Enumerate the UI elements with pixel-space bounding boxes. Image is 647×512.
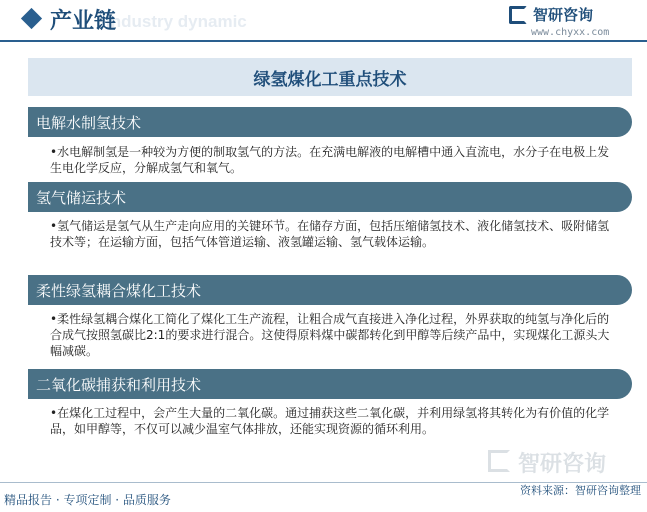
watermark-logo <box>488 447 638 477</box>
footer-source: 资料来源：智研咨询整理 <box>520 484 641 497</box>
brand-logo[interactable] <box>509 4 629 40</box>
section-text-electrolysis: •水电解制氢是一种较为方便的制取氢气的方法。在充满电解液的电解槽中通入直流电，水分子在电极上发生电化学反应，分解成氢气和氧气。 <box>50 145 610 175</box>
header-ghost-text: Industry dynamic <box>106 12 247 31</box>
section-text-storage: •氢气储运是氢气从生产走向应用的关键环节。在储存方面，包括压缩储氢技术、液化储氢技术、吸附储氢技术等；在运输方面，包括气体管道运输、液氢罐运输、氢气载体运输。 <box>50 219 610 249</box>
section-text-ccu: •在煤化工过程中，会产生大量的二氧化碳。通过捕获这些二氧化碳，并利用绿氢将其转化为有价值的化学品，如甲醇等，不仅可以减少温室气体排放，还能实现资源的循环利用。 <box>50 406 610 436</box>
page-header <box>0 0 647 44</box>
logo-name: 智研咨询 <box>533 6 594 24</box>
page-footer <box>0 482 647 512</box>
logo-url[interactable]: www.chyxx.com <box>531 27 610 38</box>
section-heading-label: 柔性绿氢耦合煤化工技术 <box>36 281 202 300</box>
header-divider <box>0 40 647 42</box>
footer-slogan: 精品报告 · 专项定制 · 品质服务 <box>4 493 171 507</box>
diamond-icon <box>21 8 42 29</box>
section-heading-label: 氢气储运技术 <box>36 188 127 207</box>
content-title-banner <box>28 58 632 96</box>
section-text-coupling: •柔性绿氢耦合煤化工简化了煤化工生产流程，让粗合成气直接进入净化过程，外界获取的纯氢与净化后的合成气按照氢碳比2:1的要求进行混合。这使得原料煤中碳都转化到甲醇等后续产品中，实现煤化工源头大幅减碳。 <box>50 312 610 358</box>
watermark-icon <box>488 450 510 472</box>
logo-icon <box>509 6 527 24</box>
section-heading-storage <box>28 182 632 212</box>
content-title: 绿氢煤化工重点技术 <box>253 69 407 90</box>
watermark-text: 智研咨询 <box>518 452 607 477</box>
section-heading-electrolysis <box>28 107 632 137</box>
section-heading-ccu <box>28 369 632 399</box>
section-heading-label: 电解水制氢技术 <box>36 113 142 132</box>
section-heading-coupling <box>28 275 632 305</box>
section-heading-label: 二氧化碳捕获和利用技术 <box>36 375 202 394</box>
page-title: 产业链 <box>50 9 117 34</box>
